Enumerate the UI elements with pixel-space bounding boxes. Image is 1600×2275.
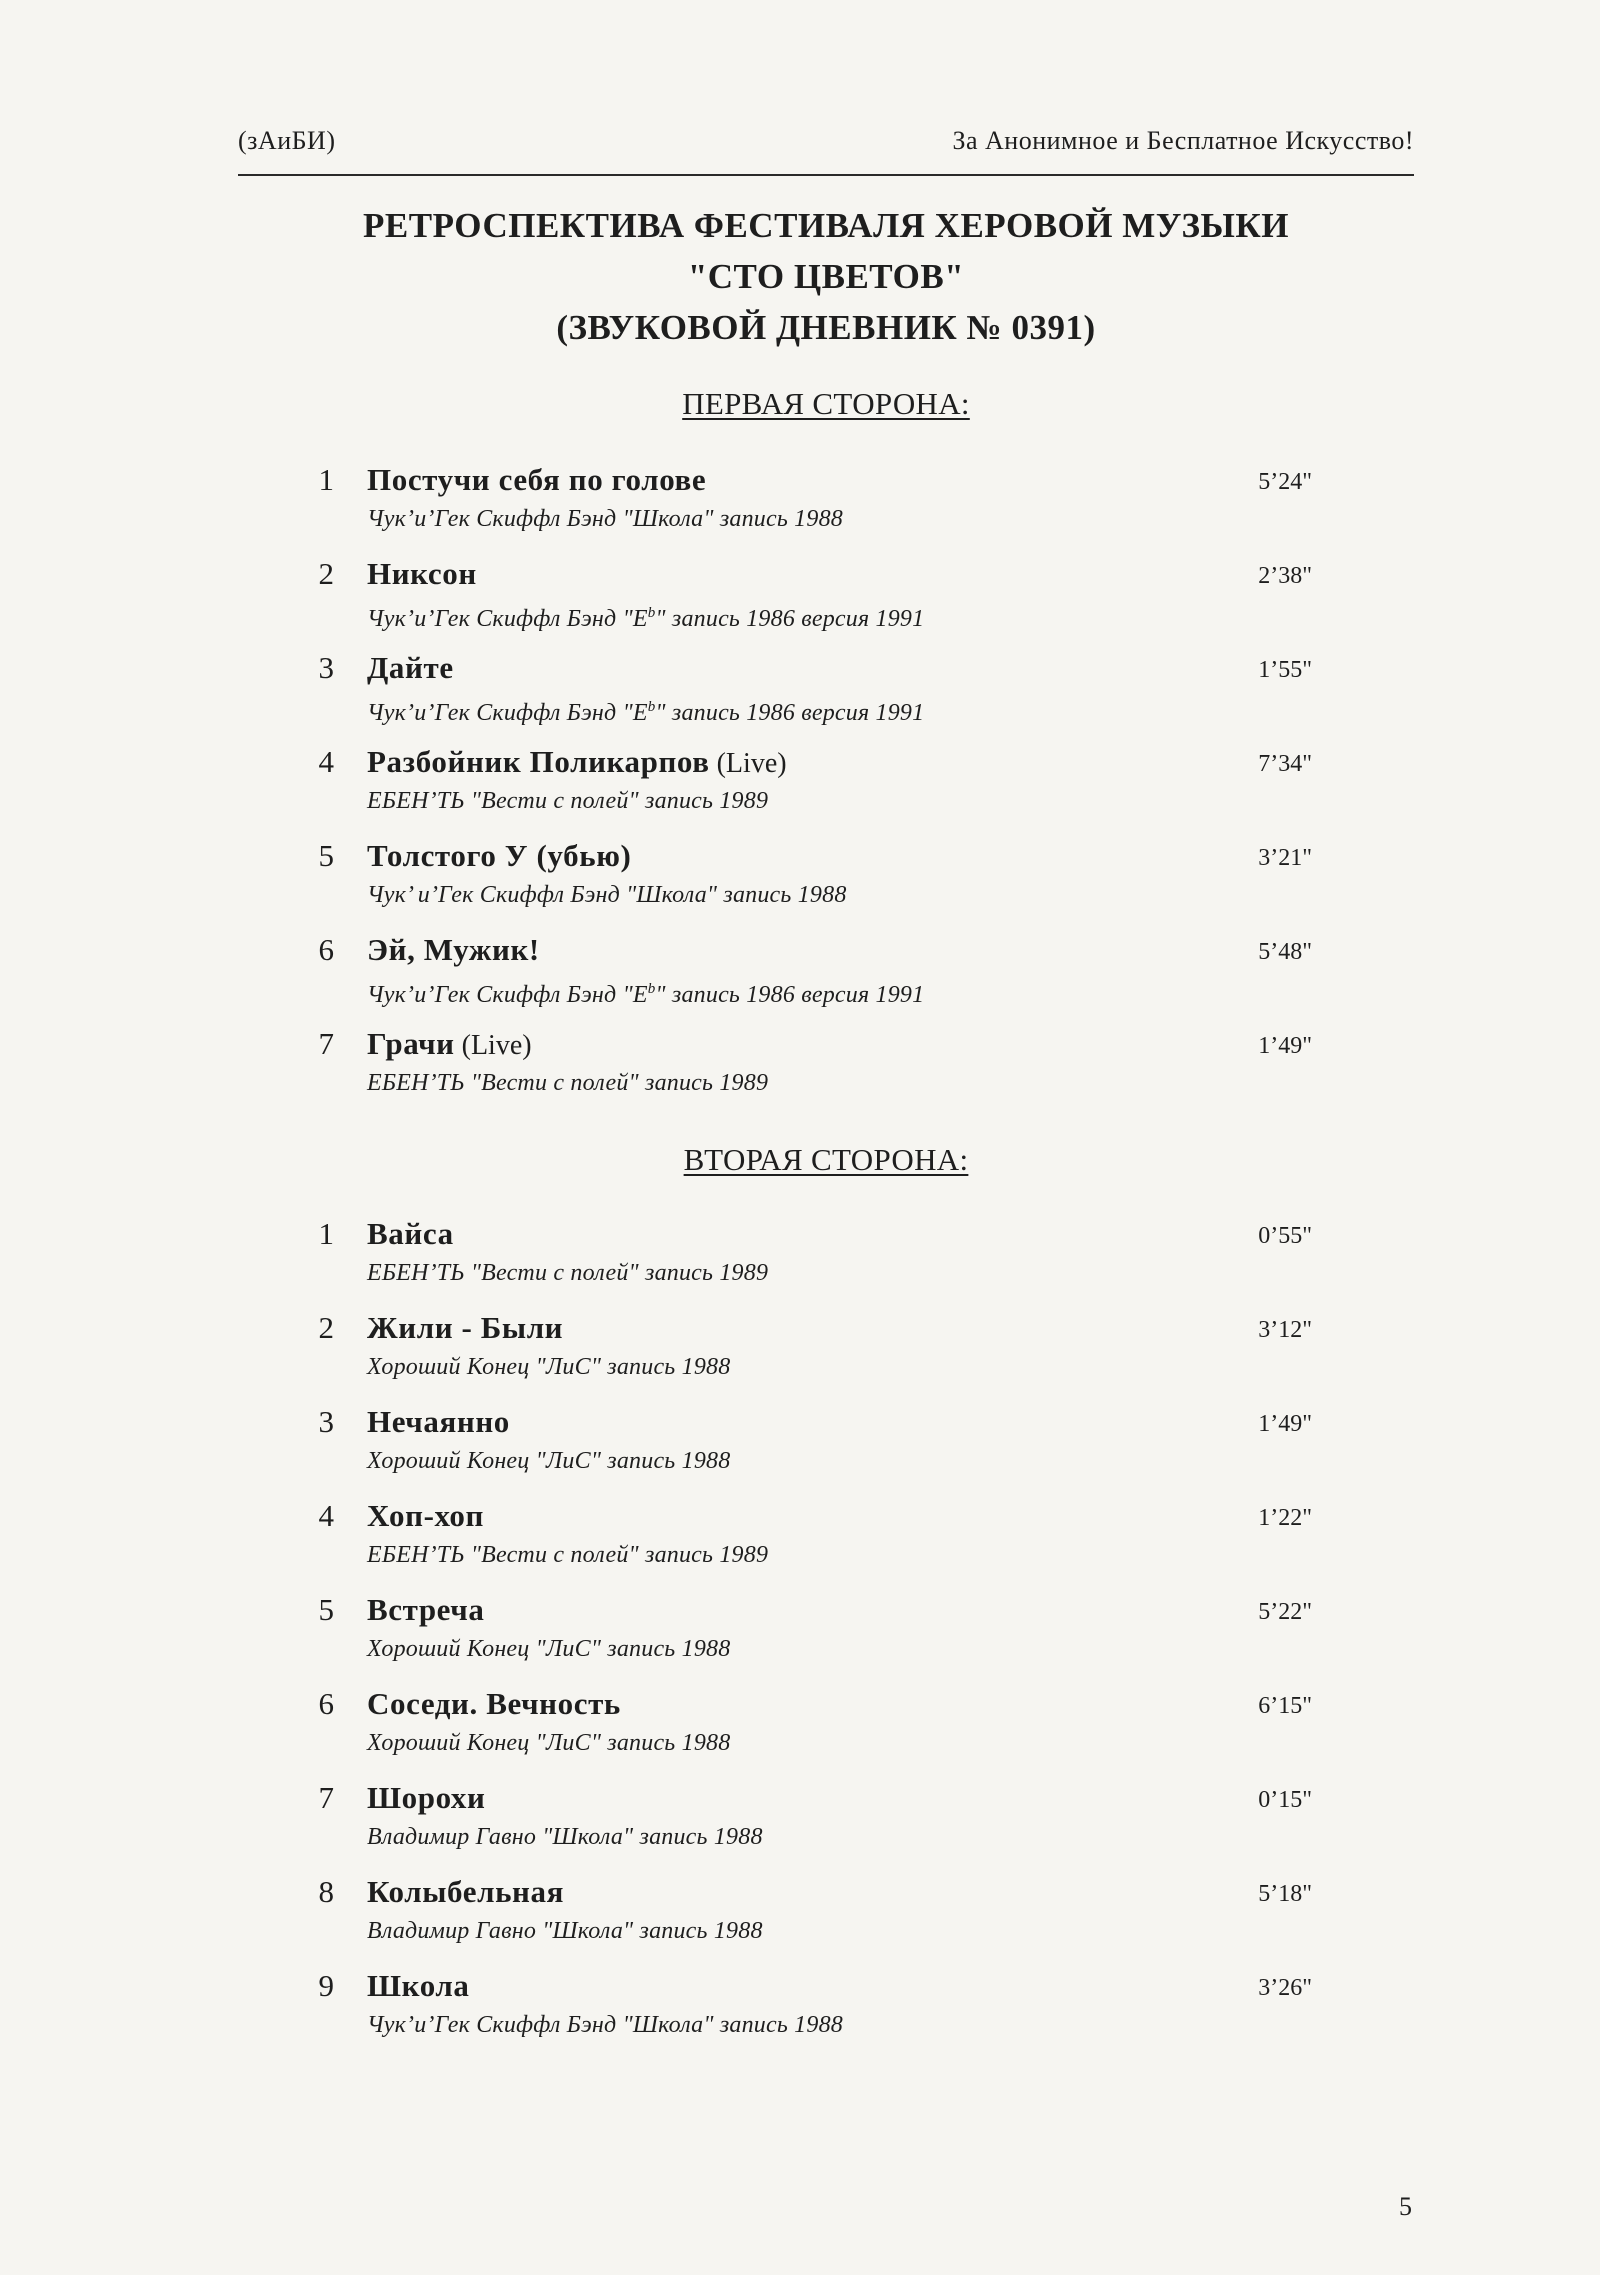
track-duration: 3’26" — [1258, 1975, 1312, 2001]
track-credit-text: Владимир Гавно "Школа" запись 1988 — [367, 1918, 763, 1944]
track-duration: 2’38" — [1258, 563, 1312, 589]
track-title — [367, 1026, 532, 1064]
track-title-text: Никсон — [367, 556, 477, 591]
track-title-text: Хоп-хоп — [367, 1498, 484, 1533]
track-credit-text: ЕБЕН’ТЬ "Вести с полей" запись 1989 — [367, 788, 769, 814]
track-row — [0, 1592, 1600, 1686]
track-title-text: Встреча — [367, 1592, 485, 1627]
track-number: 8 — [318, 1874, 334, 1909]
track-credit-tail: " запись 1986 версия 1991 — [655, 700, 925, 726]
track-title-text: Грачи — [367, 1026, 455, 1061]
track-title-text: Толстого У (убью) — [367, 838, 632, 873]
track-row — [0, 932, 1600, 1026]
track-title — [367, 1310, 563, 1346]
side-b-tracklist — [0, 1216, 1600, 2062]
title-line-1: РЕТРОСПЕКТИВА ФЕСТИВАЛЯ ХЕРОВОЙ МУЗЫКИ — [363, 206, 1289, 245]
track-title-suffix: (Live) — [709, 748, 787, 779]
track-title — [367, 650, 454, 686]
track-credit — [367, 880, 847, 910]
track-title — [367, 744, 787, 782]
track-title — [367, 462, 706, 498]
track-credit-text: Чук’и’Гек Скиффл Бэнд "E — [367, 700, 648, 726]
track-title-text: Нечаянно — [367, 1404, 510, 1439]
track-credit-text: Чук’ и’Гек Скиффл Бэнд "Школа" запись 1988 — [367, 882, 847, 908]
track-duration: 1’22" — [1258, 1505, 1312, 1531]
track-number: 5 — [318, 838, 334, 873]
track-row — [0, 1026, 1600, 1120]
track-number: 7 — [318, 1026, 334, 1061]
track-title — [367, 1216, 454, 1252]
track-number: 4 — [318, 1498, 334, 1533]
page-title — [238, 200, 1414, 353]
header-slogan: За Анонимное и Бесплатное Искусство! — [952, 126, 1414, 155]
track-credit — [367, 1916, 763, 1946]
track-title-text: Колыбельная — [367, 1874, 564, 1909]
track-credit — [367, 974, 924, 1010]
track-title — [367, 1780, 485, 1816]
track-credit — [367, 1634, 730, 1664]
track-credit-superscript: b — [647, 699, 656, 715]
track-credit — [367, 1258, 768, 1288]
track-title-text: Жили - Были — [367, 1310, 564, 1345]
track-duration: 1’49" — [1258, 1033, 1312, 1059]
track-title — [367, 1498, 484, 1534]
track-row — [0, 1404, 1600, 1498]
track-title — [367, 932, 540, 968]
track-title-suffix: (Live) — [454, 1030, 532, 1061]
track-number: 6 — [318, 932, 334, 967]
track-credit-text: Владимир Гавно "Школа" запись 1988 — [367, 1824, 763, 1850]
track-number: 6 — [318, 1686, 334, 1721]
track-row — [0, 1968, 1600, 2062]
track-duration: 3’21" — [1258, 845, 1312, 871]
track-row — [0, 556, 1600, 650]
page-header — [238, 122, 1414, 176]
track-title-text: Дайте — [367, 650, 454, 685]
track-credit-text: ЕБЕН’ТЬ "Вести с полей" запись 1989 — [367, 1542, 769, 1568]
track-number: 7 — [318, 1780, 334, 1815]
track-number: 1 — [318, 462, 334, 497]
track-credit-text: Чук’и’Гек Скиффл Бэнд "Школа" запись 1988 — [367, 2012, 843, 2038]
track-row — [0, 1874, 1600, 1968]
track-duration: 1’49" — [1258, 1411, 1312, 1437]
track-number: 2 — [318, 1310, 334, 1345]
track-credit — [367, 598, 924, 634]
track-duration: 7’34" — [1258, 751, 1312, 777]
track-title — [367, 1968, 469, 2004]
track-title-text: Постучи себя по голове — [367, 462, 707, 497]
track-row — [0, 1310, 1600, 1404]
track-credit — [367, 2010, 843, 2040]
track-title — [367, 1592, 484, 1628]
track-row — [0, 1216, 1600, 1310]
title-line-2: "СТО ЦВЕТОВ" — [687, 257, 965, 296]
track-credit — [367, 1446, 730, 1476]
track-title-text: Соседи. Вечность — [367, 1686, 621, 1721]
track-credit-superscript: b — [647, 605, 656, 621]
track-credit — [367, 1068, 768, 1098]
track-title-text: Эй, Мужик! — [367, 932, 540, 967]
track-credit — [367, 1728, 730, 1758]
track-credit-tail: " запись 1986 версия 1991 — [655, 606, 925, 632]
track-number: 1 — [318, 1216, 334, 1251]
track-number: 9 — [318, 1968, 334, 2003]
track-duration: 5’18" — [1258, 1881, 1312, 1907]
track-title-text: Вайса — [367, 1216, 454, 1251]
track-duration: 5’24" — [1258, 469, 1312, 495]
track-title — [367, 1874, 564, 1910]
track-duration: 6’15" — [1258, 1693, 1312, 1719]
title-line-3: (ЗВУКОВОЙ ДНЕВНИК № 0391) — [556, 308, 1096, 347]
track-credit-text: Хороший Конец "ЛиС" запись 1988 — [367, 1448, 731, 1474]
track-credit-tail: " запись 1986 версия 1991 — [655, 982, 925, 1008]
track-duration: 0’15" — [1258, 1787, 1312, 1813]
track-row — [0, 1780, 1600, 1874]
track-credit-text: Хороший Конец "ЛиС" запись 1988 — [367, 1730, 731, 1756]
track-duration: 5’48" — [1258, 939, 1312, 965]
track-credit-text: ЕБЕН’ТЬ "Вести с полей" запись 1989 — [367, 1260, 769, 1286]
track-title — [367, 1404, 510, 1440]
track-row — [0, 838, 1600, 932]
track-credit-text: Хороший Конец "ЛиС" запись 1988 — [367, 1636, 731, 1662]
track-number: 2 — [318, 556, 334, 591]
track-title-text: Разбойник Поликарпов — [367, 744, 710, 779]
track-credit — [367, 1352, 730, 1382]
track-duration: 3’12" — [1258, 1317, 1312, 1343]
track-credit — [367, 692, 924, 728]
track-row — [0, 462, 1600, 556]
side-b-heading: ВТОРАЯ СТОРОНА: — [683, 1142, 969, 1177]
track-number: 3 — [318, 1404, 334, 1439]
track-credit — [367, 1540, 768, 1570]
track-credit — [367, 504, 843, 534]
track-credit-superscript: b — [647, 981, 656, 997]
side-a-tracklist — [0, 462, 1600, 1120]
track-number: 4 — [318, 744, 334, 779]
track-row — [0, 650, 1600, 744]
track-row — [0, 744, 1600, 838]
track-title — [367, 556, 477, 592]
track-title-text: Школа — [367, 1968, 470, 2003]
track-duration: 0’55" — [1258, 1223, 1312, 1249]
track-duration: 1’55" — [1258, 657, 1312, 683]
track-credit — [367, 786, 768, 816]
track-credit-text: Чук’и’Гек Скиффл Бэнд "E — [367, 606, 648, 632]
track-row — [0, 1686, 1600, 1780]
track-credit-text: Чук’и’Гек Скиффл Бэнд "E — [367, 982, 648, 1008]
track-credit-text: Чук’и’Гек Скиффл Бэнд "Школа" запись 1988 — [367, 506, 843, 532]
track-credit — [367, 1822, 763, 1852]
track-credit-text: ЕБЕН’ТЬ "Вести с полей" запись 1989 — [367, 1070, 769, 1096]
track-number: 5 — [318, 1592, 334, 1627]
track-title — [367, 838, 631, 874]
page-number: 5 — [1399, 2192, 1412, 2221]
track-row — [0, 1498, 1600, 1592]
track-title — [367, 1686, 621, 1722]
track-title-text: Шорохи — [367, 1780, 486, 1815]
side-a-heading: ПЕРВАЯ СТОРОНА: — [682, 386, 970, 421]
header-publisher: (зАиБИ) — [238, 126, 336, 155]
track-number: 3 — [318, 650, 334, 685]
track-credit-text: Хороший Конец "ЛиС" запись 1988 — [367, 1354, 731, 1380]
track-duration: 5’22" — [1258, 1599, 1312, 1625]
